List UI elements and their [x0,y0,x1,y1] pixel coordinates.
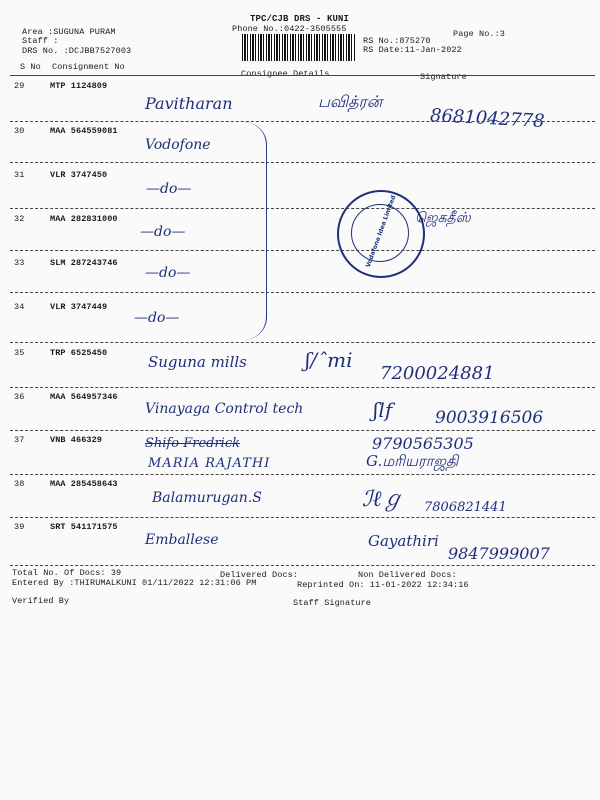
row-sno: 32 [14,214,25,224]
row-divider [10,250,595,251]
seal-text: Vodafone Idea Limited [364,194,398,269]
row-phone: 9003916506 [435,408,544,428]
row-consignment: MTP 1124809 [50,81,108,91]
entered-by: Entered By :THIRUMALKUNI 01/11/2022 12:31:06 PM [12,578,257,588]
verified-by: Verified By [12,596,70,606]
row-struck-name: Shifo Fredrick [145,436,240,451]
rs-date: RS Date:11-Jan-2022 [363,45,462,55]
row-sno: 34 [14,302,25,312]
row-divider [10,162,595,163]
row-sno: 30 [14,126,25,136]
drs-number: DRS No. :DCJBB7527003 [22,46,132,56]
seal-signature: ஜெகதீஸ் [415,210,471,226]
row-signature: பவித்ரன் [318,92,383,111]
row-phone: 7806821441 [424,500,507,515]
row-consignee-name: Suguna mills [148,353,247,371]
row-phone: 9790565305 [372,434,474,453]
row-sno: 39 [14,522,25,532]
row-signature: ℐℓℊ [362,487,404,512]
staff-signature: Staff Signature [293,598,372,608]
row-consignment: MAA 282831000 [50,214,118,224]
row-divider [10,292,595,293]
reprinted-on: Reprinted On: 11-01-2022 12:34:16 [297,580,469,590]
total-docs: Total No. Of Docs: 39 [12,568,122,578]
row-divider [10,121,595,122]
staff-label: Staff : [22,36,59,46]
row-consignee-name: Pavitharan [145,94,233,113]
area-label: Area :SUGUNA PURAM [22,27,116,37]
row-consignment: MAA 285458643 [50,479,118,489]
row-sno: 33 [14,258,25,268]
row-sno: 35 [14,348,25,358]
phone-number: Phone No.:0422-3505555 [232,24,347,34]
column-consignee: Consignee Details [241,69,330,79]
company-seal [337,190,425,278]
row-sno: 29 [14,81,25,91]
row-phone: 9847999007 [448,544,550,563]
row-divider [10,517,595,518]
sheet-title: TPC/CJB DRS - KUNI [250,14,350,24]
row-signature: ʃlf [373,398,393,422]
row-signature: ʃ/ˆmi [305,348,353,372]
row-phone: 8681042778 [429,105,546,132]
row-consignee-name: MARIA RAJATHI [148,456,271,471]
row-divider [10,342,595,343]
row-consignee-name: —do— [146,181,192,197]
barcode [242,34,355,61]
bracket-mark [244,122,267,340]
row-consignee-name: Vodofone [145,137,211,153]
row-sno: 36 [14,392,25,402]
row-consignee-name: Vinayaga Control tech [145,401,304,417]
row-consignee-name: Emballese [145,532,219,548]
rs-number: RS No.:875270 [363,36,431,46]
row-consignment: MAA 564559081 [50,126,118,136]
row-consignment: SRT 541171575 [50,522,118,532]
row-sno: 31 [14,170,25,180]
row-consignee-name: Balamurugan.S [152,490,262,506]
row-sno: 38 [14,479,25,489]
row-signature: Gayathiri [368,532,439,550]
row-phone: 7200024881 [380,363,495,384]
page-number: Page No.:3 [453,29,506,39]
row-sno: 37 [14,435,25,445]
row-consignment: VLR 3747449 [50,302,108,312]
row-consignment: VLR 3747450 [50,170,108,180]
row-signature: G.மரியராஜதி [366,452,459,470]
column-signature: Signature [420,72,467,82]
row-divider [10,565,595,566]
row-consignment: MAA 564957346 [50,392,118,402]
row-divider [10,474,595,475]
row-divider [10,208,595,209]
row-divider [10,430,595,431]
column-sno: S No [20,62,41,72]
row-consignment: VNB 466329 [50,435,103,445]
column-consignment: Consignment No [52,62,125,72]
delivered-docs: Delivered Docs: [220,570,299,580]
row-consignee-name: —do— [140,224,186,240]
row-divider [10,387,595,388]
row-consignment: SLM 287243746 [50,258,118,268]
header-divider [10,75,595,76]
row-consignee-name: —do— [145,265,191,281]
row-consignee-name: —do— [134,310,180,326]
row-consignment: TRP 6525450 [50,348,108,358]
non-delivered-docs: Non Delivered Docs: [358,570,457,580]
